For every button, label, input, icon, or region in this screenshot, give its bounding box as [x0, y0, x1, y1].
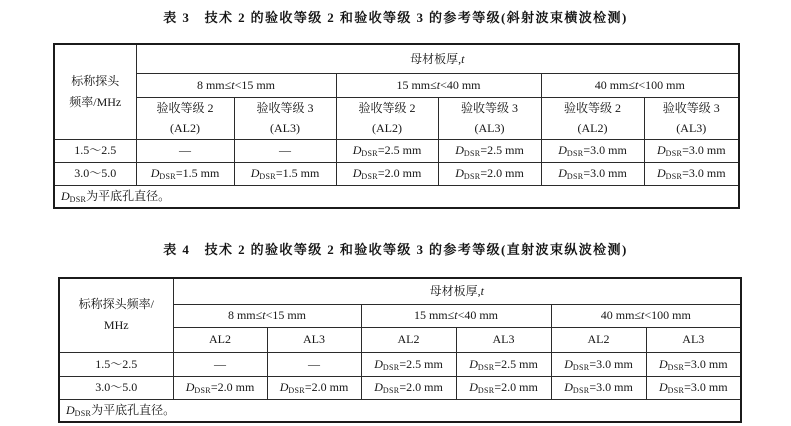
- d-symbol: D: [455, 143, 464, 158]
- table-3: [53, 43, 740, 209]
- range-post: <15 mm: [265, 308, 307, 323]
- acceptance-level: AL2: [173, 327, 267, 352]
- reference-level-cell: [646, 352, 741, 376]
- dsr-subscript: DSR: [566, 149, 584, 159]
- range-variable: t: [262, 308, 266, 323]
- range-variable: t: [436, 77, 441, 92]
- d-symbol: D: [66, 403, 75, 418]
- frequency-header-line: 频率/MHz: [69, 94, 122, 109]
- thickness-range: [173, 304, 361, 327]
- dsr-subscript: DSR: [259, 172, 276, 182]
- frequency-cell: 1.5～2.5: [59, 352, 173, 376]
- reference-value: =2.5 mm: [480, 143, 524, 158]
- dsr-subscript: DSR: [159, 172, 176, 182]
- reference-level-cell: [456, 352, 551, 376]
- reference-level-cell: [336, 162, 438, 185]
- d-symbol: D: [659, 380, 668, 395]
- frequency-cell: 3.0～5.0: [59, 376, 173, 399]
- thickness-label: 母材板厚,: [429, 284, 481, 299]
- reference-level-cell: [438, 162, 541, 185]
- table-note: [59, 399, 741, 422]
- reference-level-cell: [644, 162, 739, 185]
- level-name: 验收等级 2: [358, 101, 416, 115]
- dsr-subscript: DSR: [665, 149, 683, 159]
- reference-level-cell: —: [136, 139, 234, 162]
- dsr-subscript: DSR: [194, 386, 211, 396]
- note-text: 为平底孔直径。: [86, 189, 171, 204]
- d-symbol: D: [657, 143, 666, 158]
- d-symbol: D: [352, 143, 362, 158]
- dsr-subscript: DSR: [74, 409, 92, 419]
- d-symbol: D: [564, 356, 573, 371]
- range-variable: t: [641, 308, 645, 323]
- range-pre: 40 mm≤: [600, 308, 642, 323]
- reference-value: =2.0 mm: [480, 166, 524, 181]
- range-post: <15 mm: [234, 77, 276, 92]
- d-symbol: D: [61, 189, 70, 204]
- frequency-header: [59, 278, 173, 352]
- table-4-title: 表 4 技术 2 的验收等级 2 和验收等级 3 的参考等级(直射波束纵波检测): [163, 242, 628, 257]
- frequency-cell: 3.0～5.0: [54, 162, 136, 185]
- level-code: (AL3): [270, 121, 300, 135]
- reference-level-cell: [456, 376, 551, 399]
- reference-level-cell: [267, 376, 361, 399]
- level-code: (AL3): [676, 121, 707, 135]
- table-row: [59, 376, 741, 399]
- header-row: [54, 73, 739, 97]
- reference-value: =3.0 mm: [589, 380, 633, 395]
- thickness-label: 母材板厚,: [410, 51, 462, 66]
- d-symbol: D: [564, 380, 573, 395]
- range-post: <100 mm: [644, 308, 691, 323]
- dsr-subscript: DSR: [69, 195, 87, 205]
- table-row: [54, 139, 739, 162]
- reference-value: =2.0 mm: [399, 380, 443, 395]
- reference-level-cell: [541, 139, 644, 162]
- dsr-subscript: DSR: [463, 149, 481, 159]
- reference-value: =3.0 mm: [684, 380, 728, 395]
- reference-value: =1.5 mm: [275, 166, 320, 181]
- level-code: (AL3): [474, 121, 505, 135]
- range-variable: t: [454, 308, 458, 323]
- frequency-header-line: 标称探头频率/: [78, 297, 154, 312]
- reference-value: =2.0 mm: [304, 380, 349, 395]
- header-row: [59, 278, 741, 304]
- reference-level-cell: [173, 376, 267, 399]
- reference-level-cell: —: [173, 352, 267, 376]
- thickness-variable: t: [461, 51, 465, 66]
- table-4: [58, 277, 742, 423]
- reference-value: =3.0 mm: [682, 143, 726, 158]
- reference-value: =2.5 mm: [399, 356, 443, 371]
- d-symbol: D: [250, 166, 260, 181]
- thickness-range: [336, 73, 541, 97]
- level-name: 验收等级 3: [256, 101, 314, 115]
- dsr-subscript: DSR: [667, 362, 685, 372]
- acceptance-level: AL3: [267, 327, 361, 352]
- d-symbol: D: [352, 166, 362, 181]
- d-symbol: D: [659, 356, 668, 371]
- range-pre: 8 mm≤: [196, 77, 232, 92]
- acceptance-level: [234, 97, 336, 139]
- acceptance-level: [136, 97, 234, 139]
- reference-value: =2.0 mm: [210, 380, 255, 395]
- acceptance-level: AL2: [361, 327, 456, 352]
- header-row: [54, 97, 739, 139]
- d-symbol: D: [279, 380, 289, 395]
- d-symbol: D: [455, 166, 464, 181]
- reference-level-cell: —: [267, 352, 361, 376]
- dsr-subscript: DSR: [382, 362, 400, 372]
- dsr-subscript: DSR: [288, 386, 305, 396]
- dsr-subscript: DSR: [667, 386, 685, 396]
- reference-level-cell: [361, 352, 456, 376]
- reference-level-cell: [644, 139, 739, 162]
- dsr-subscript: DSR: [361, 149, 378, 159]
- dsr-subscript: DSR: [566, 172, 584, 182]
- table-3-title: 表 3 技术 2 的验收等级 2 和验收等级 3 的参考等级(斜射波束横波检测): [163, 10, 628, 25]
- d-symbol: D: [469, 380, 478, 395]
- reference-value: =2.0 mm: [494, 380, 538, 395]
- dsr-subscript: DSR: [572, 386, 590, 396]
- d-symbol: D: [558, 166, 567, 181]
- range-post: <40 mm: [440, 77, 481, 92]
- header-row: [54, 44, 739, 73]
- reference-value: =3.0 mm: [583, 143, 627, 158]
- acceptance-level: [438, 97, 541, 139]
- thickness-range: [541, 73, 739, 97]
- d-symbol: D: [185, 380, 195, 395]
- table-row: [59, 352, 741, 376]
- dsr-subscript: DSR: [463, 172, 481, 182]
- range-pre: 15 mm≤: [396, 77, 437, 92]
- table-note: [54, 185, 739, 208]
- note-row: [54, 185, 739, 208]
- note-text: 为平底孔直径。: [91, 403, 176, 418]
- thickness-header: [173, 278, 741, 304]
- reference-value: =2.0 mm: [377, 166, 422, 181]
- reference-value: =2.5 mm: [377, 143, 422, 158]
- range-pre: 15 mm≤: [413, 308, 455, 323]
- range-pre: 8 mm≤: [227, 308, 263, 323]
- level-code: (AL2): [170, 121, 200, 135]
- table-row: [54, 162, 739, 185]
- reference-level-cell: [551, 352, 646, 376]
- acceptance-level: [336, 97, 438, 139]
- d-symbol: D: [374, 356, 383, 371]
- reference-value: =2.5 mm: [494, 356, 538, 371]
- reference-level-cell: —: [234, 139, 336, 162]
- frequency-header-line: MHz: [103, 318, 129, 333]
- range-post: <40 mm: [457, 308, 499, 323]
- thickness-range: [136, 73, 336, 97]
- level-name: 验收等级 3: [460, 101, 518, 115]
- reference-value: =3.0 mm: [684, 356, 728, 371]
- level-code: (AL2): [577, 121, 608, 135]
- thickness-header: [136, 44, 739, 73]
- level-name: 验收等级 2: [563, 101, 621, 115]
- acceptance-level: AL2: [551, 327, 646, 352]
- frequency-cell: 1.5～2.5: [54, 139, 136, 162]
- dsr-subscript: DSR: [361, 172, 378, 182]
- reference-value: =1.5 mm: [175, 166, 220, 181]
- frequency-header-line: 标称探头: [71, 73, 120, 88]
- dsr-subscript: DSR: [572, 362, 590, 372]
- level-code: (AL2): [372, 121, 402, 135]
- reference-level-cell: [541, 162, 644, 185]
- level-name: 验收等级 3: [662, 101, 720, 115]
- d-symbol: D: [469, 356, 478, 371]
- reference-level-cell: [234, 162, 336, 185]
- range-post: <100 mm: [638, 77, 685, 92]
- d-symbol: D: [374, 380, 383, 395]
- dsr-subscript: DSR: [382, 386, 400, 396]
- note-row: [59, 399, 741, 422]
- reference-value: =3.0 mm: [583, 166, 627, 181]
- acceptance-level: [541, 97, 644, 139]
- reference-level-cell: [336, 139, 438, 162]
- d-symbol: D: [657, 166, 666, 181]
- reference-level-cell: [136, 162, 234, 185]
- acceptance-level: AL3: [456, 327, 551, 352]
- frequency-header: [54, 44, 136, 139]
- reference-level-cell: [646, 376, 741, 399]
- dsr-subscript: DSR: [665, 172, 683, 182]
- acceptance-level: [644, 97, 739, 139]
- level-name: 验收等级 2: [156, 101, 214, 115]
- reference-level-cell: [438, 139, 541, 162]
- thickness-range: [361, 304, 551, 327]
- reference-level-cell: [551, 376, 646, 399]
- d-symbol: D: [150, 166, 160, 181]
- range-variable: t: [231, 77, 235, 92]
- acceptance-level: AL3: [646, 327, 741, 352]
- dsr-subscript: DSR: [477, 386, 495, 396]
- range-pre: 40 mm≤: [594, 77, 636, 92]
- thickness-range: [551, 304, 741, 327]
- reference-value: =3.0 mm: [589, 356, 633, 371]
- d-symbol: D: [558, 143, 567, 158]
- reference-value: =3.0 mm: [682, 166, 726, 181]
- reference-level-cell: [361, 376, 456, 399]
- range-variable: t: [635, 77, 639, 92]
- dsr-subscript: DSR: [477, 362, 495, 372]
- thickness-variable: t: [480, 284, 484, 299]
